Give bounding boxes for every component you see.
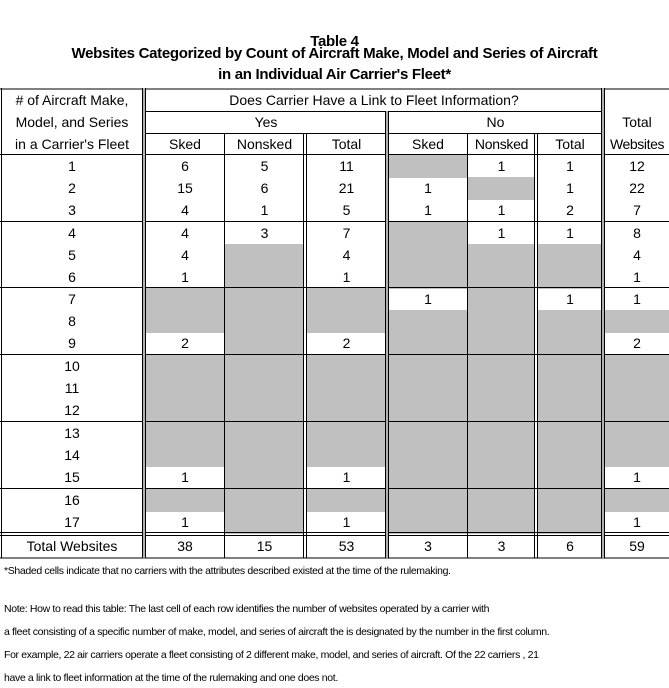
shaded-cell-no-sked: [389, 332, 467, 355]
cell-total-websites: 12: [629, 158, 645, 174]
border-question-bottom: [146, 111, 602, 112]
shaded-cell-yes-nonsked: [225, 489, 304, 512]
header-no: No: [486, 114, 505, 130]
cell-yes-sked: 4: [181, 225, 189, 241]
note-line-3: For example, 22 air carriers operate a fleet consisting of 2 different make, model, and series of aircraft. Of the 22 carriers , 21: [4, 649, 539, 661]
shaded-cell-no-nonsked: [468, 177, 535, 200]
shaded-cell-no-total: [538, 466, 602, 489]
border-yes-nonsked-total-b: [306, 133, 307, 558]
shaded-cell-no-total: [538, 332, 602, 355]
cell-yes-nonsked: 6: [260, 180, 269, 197]
shaded-cell-yes-nonsked: [225, 444, 304, 467]
shaded-cell-total-websites: [605, 422, 669, 445]
cell-no-total: 2: [566, 202, 574, 219]
shaded-cell-no-nonsked: [468, 377, 535, 400]
shaded-cell-total-websites: [605, 399, 669, 422]
cell-yes-total: 4: [342, 247, 351, 264]
cell-yes-nonsked: 3: [260, 225, 269, 241]
note-line-1: Note: How to read this table: The last cell of each row identifies the number of websites operated by a carrier with: [4, 603, 490, 615]
shaded-cell-no-nonsked: [468, 310, 535, 333]
shaded-cell-no-sked: [389, 399, 467, 422]
shaded-cell-yes-sked: [146, 444, 224, 467]
cell-yes-sked: 15: [177, 180, 193, 197]
shaded-cell-no-nonsked: [468, 466, 535, 489]
shaded-cell-yes-total: [307, 310, 386, 333]
shaded-cell-no-sked: [389, 244, 467, 267]
border-left: [1, 88, 2, 558]
border-header-bottom: [0, 154, 669, 155]
shaded-cell-yes-sked: [146, 377, 224, 400]
shaded-cell-no-sked: [389, 310, 467, 333]
shaded-cell-no-sked: [389, 422, 467, 445]
border-top: [0, 88, 669, 90]
row-count-label: 10: [64, 358, 80, 374]
note-line-4: have a link to fleet information at the time of the rulemaking and one does not.: [4, 672, 338, 684]
shaded-cell-no-total: [538, 310, 602, 333]
row-count-label: 12: [64, 402, 80, 419]
shaded-cell-yes-nonsked: [225, 288, 304, 311]
shaded-cell-no-sked: [389, 155, 467, 178]
shaded-cell-total-websites: [605, 377, 669, 400]
shaded-cell-no-nonsked: [468, 244, 535, 267]
total-no-sked: 3: [424, 538, 432, 554]
header-question: Does Carrier Have a Link to Fleet Information?: [229, 92, 519, 108]
border-yes-nonsked-total-a: [303, 133, 304, 558]
shaded-cell-no-nonsked: [468, 511, 535, 534]
shaded-cell-yes-total: [307, 355, 386, 378]
cell-total-websites: 1: [633, 269, 641, 286]
shaded-cell-no-sked: [389, 511, 467, 534]
shaded-cell-total-websites: [605, 489, 669, 512]
total-websites-total: 59: [629, 538, 645, 554]
total-yes-nonsked: 15: [256, 538, 273, 554]
row-count-label: 3: [68, 202, 76, 219]
border-yes-sked-nonsked: [224, 133, 225, 558]
cell-no-nonsked: 1: [497, 158, 506, 174]
header-yes-total: Total: [331, 136, 362, 152]
shaded-cell-no-nonsked: [468, 355, 535, 378]
shaded-cell-yes-total: [307, 422, 386, 445]
cell-no-nonsked: 1: [497, 225, 506, 241]
header-total-websites-line1: Total: [622, 114, 652, 130]
shaded-cell-no-total: [538, 355, 602, 378]
shaded-cell-yes-sked: [146, 355, 224, 378]
table-number: Table 4: [310, 33, 359, 50]
header-yes-sked: Sked: [169, 136, 201, 152]
row-count-label: 9: [68, 335, 76, 352]
shaded-cell-no-total: [538, 422, 602, 445]
shaded-cell-total-websites: [605, 310, 669, 333]
shaded-cell-yes-nonsked: [225, 310, 304, 333]
border-no-sked-nonsked: [467, 133, 468, 558]
row-count-label: 6: [68, 269, 76, 286]
shaded-cell-yes-nonsked: [225, 266, 304, 289]
cell-yes-total: 1: [342, 514, 351, 531]
header-no-sked: Sked: [412, 136, 444, 152]
cell-no-total: 1: [566, 180, 574, 197]
shaded-cell-total-websites: [605, 355, 669, 378]
row-count-label: 17: [64, 514, 80, 531]
cell-total-websites: 1: [633, 469, 641, 486]
shaded-cell-yes-sked: [146, 310, 224, 333]
table-title: Websites Categorized by Count of Aircraft Make, Model and Series of Aircraft: [71, 45, 598, 62]
row-count-label: 5: [68, 247, 76, 264]
shaded-cell-no-sked: [389, 444, 467, 467]
border-yes-no-b: [388, 111, 389, 558]
shaded-cell-yes-nonsked: [225, 332, 304, 355]
shaded-cell-yes-nonsked: [225, 399, 304, 422]
cell-no-total: 1: [566, 225, 574, 241]
header-first-col-line1: # of Aircraft Make,: [15, 92, 129, 108]
header-no-nonsked: Nonsked: [474, 136, 529, 152]
border-group-5: [0, 488, 669, 489]
shaded-cell-yes-nonsked: [225, 466, 304, 489]
cell-yes-sked: 4: [181, 247, 189, 264]
table-subtitle: in an Individual Air Carrier's Fleet*: [218, 66, 451, 83]
shaded-cell-no-total: [538, 377, 602, 400]
shaded-cell-no-sked: [389, 355, 467, 378]
note-line-2: a fleet consisting of a specific number of make, model, and series of aircraft the is designated by the number in the first column.: [4, 626, 550, 638]
border-totals-top-a: [0, 532, 669, 533]
cell-yes-total: 5: [342, 202, 351, 219]
cell-yes-total: 2: [342, 335, 351, 352]
row-count-label: 1: [68, 158, 76, 174]
border-group-4: [0, 421, 669, 422]
cell-no-nonsked: 1: [497, 202, 506, 219]
total-no-total: 6: [566, 538, 574, 554]
cell-total-websites: 4: [633, 247, 641, 264]
border-group-3: [0, 354, 669, 355]
shaded-cell-no-nonsked: [468, 489, 535, 512]
shaded-cell-no-nonsked: [468, 444, 535, 467]
cell-yes-nonsked: 5: [260, 158, 269, 174]
header-no-total: Total: [555, 136, 585, 152]
cell-no-total: 1: [566, 158, 574, 174]
shaded-cell-no-total: [538, 244, 602, 267]
shaded-cell-no-nonsked: [468, 422, 535, 445]
shaded-cell-yes-total: [307, 288, 386, 311]
shaded-cell-yes-sked: [146, 288, 224, 311]
row-count-label: 16: [64, 492, 80, 508]
cell-yes-sked: 6: [181, 158, 189, 174]
cell-yes-nonsked: 1: [260, 202, 269, 219]
border-totals-top-b: [0, 535, 669, 536]
cell-yes-sked: 1: [181, 269, 189, 286]
cell-yes-sked: 4: [181, 202, 189, 219]
row-count-label: 8: [68, 313, 76, 330]
header-first-col-line3: in a Carrier's Fleet: [15, 136, 129, 152]
cell-total-websites: 1: [633, 514, 641, 531]
footnote-shaded: *Shaded cells indicate that no carriers with the attributes described existed at the time of the rulemaking.: [4, 565, 451, 577]
shaded-cell-no-sked: [389, 466, 467, 489]
border-col1-b: [145, 88, 146, 558]
shaded-cell-no-total: [538, 266, 602, 289]
cell-yes-sked: 1: [181, 469, 189, 486]
total-yes-total: 53: [338, 538, 355, 554]
cell-no-total: 1: [566, 291, 574, 307]
total-yes-sked: 38: [177, 538, 193, 554]
cell-yes-total: 11: [339, 158, 354, 174]
shaded-cell-yes-sked: [146, 422, 224, 445]
totals-label: Total Websites: [26, 538, 118, 554]
header-yes: Yes: [254, 114, 278, 130]
row-count-label: 2: [68, 180, 76, 197]
shaded-cell-yes-nonsked: [225, 377, 304, 400]
shaded-cell-yes-nonsked: [225, 355, 304, 378]
cell-yes-sked: 2: [181, 335, 189, 352]
cell-no-sked: 1: [424, 202, 432, 219]
header-first-col-line2: Model, and Series: [15, 114, 129, 130]
cell-no-sked: 1: [424, 291, 432, 307]
border-no-nonsked-total-a: [534, 133, 535, 558]
shaded-cell-total-websites: [605, 444, 669, 467]
cell-total-websites: 22: [629, 180, 645, 197]
cell-total-websites: 1: [633, 291, 641, 307]
row-count-label: 11: [64, 380, 80, 397]
shaded-cell-yes-total: [307, 489, 386, 512]
cell-yes-total: 1: [342, 269, 351, 286]
border-no-nonsked-total-b: [537, 133, 538, 558]
shaded-cell-no-total: [538, 511, 602, 534]
shaded-cell-no-total: [538, 444, 602, 467]
shaded-cell-yes-total: [307, 399, 386, 422]
cell-yes-total: 21: [338, 180, 355, 197]
row-count-label: 7: [68, 291, 76, 307]
shaded-cell-yes-sked: [146, 489, 224, 512]
row-count-label: 14: [64, 447, 80, 464]
row-count-label: 15: [64, 469, 80, 486]
shaded-cell-no-sked: [389, 377, 467, 400]
border-group-1: [0, 221, 669, 222]
shaded-cell-no-total: [538, 489, 602, 512]
total-no-nonsked: 3: [497, 538, 506, 554]
shaded-cell-no-total: [538, 399, 602, 422]
border-group-2: [0, 287, 669, 288]
shaded-cell-yes-total: [307, 377, 386, 400]
row-count-label: 4: [68, 225, 76, 241]
shaded-cell-no-nonsked: [468, 288, 535, 311]
shaded-cell-no-sked: [389, 266, 467, 289]
shaded-cell-yes-nonsked: [225, 422, 304, 445]
header-total-websites-line2: Websites: [609, 136, 665, 152]
shaded-cell-no-nonsked: [468, 266, 535, 289]
shaded-cell-no-nonsked: [468, 332, 535, 355]
border-websites-b: [604, 88, 605, 558]
border-bottom: [0, 557, 669, 559]
cell-total-websites: 7: [633, 202, 641, 219]
shaded-cell-no-sked: [389, 489, 467, 512]
cell-yes-total: 1: [342, 469, 351, 486]
shaded-cell-yes-sked: [146, 399, 224, 422]
cell-total-websites: 2: [633, 335, 641, 352]
shaded-cell-no-nonsked: [468, 399, 535, 422]
cell-yes-sked: 1: [181, 514, 189, 531]
cell-total-websites: 8: [633, 225, 641, 241]
shaded-cell-yes-nonsked: [225, 511, 304, 534]
cell-no-sked: 1: [424, 180, 432, 197]
shaded-cell-no-sked: [389, 222, 467, 245]
cell-yes-total: 7: [342, 225, 351, 241]
shaded-cell-yes-total: [307, 444, 386, 467]
row-count-label: 13: [64, 425, 80, 441]
header-yes-nonsked: Nonsked: [236, 136, 293, 152]
shaded-cell-yes-nonsked: [225, 244, 304, 267]
